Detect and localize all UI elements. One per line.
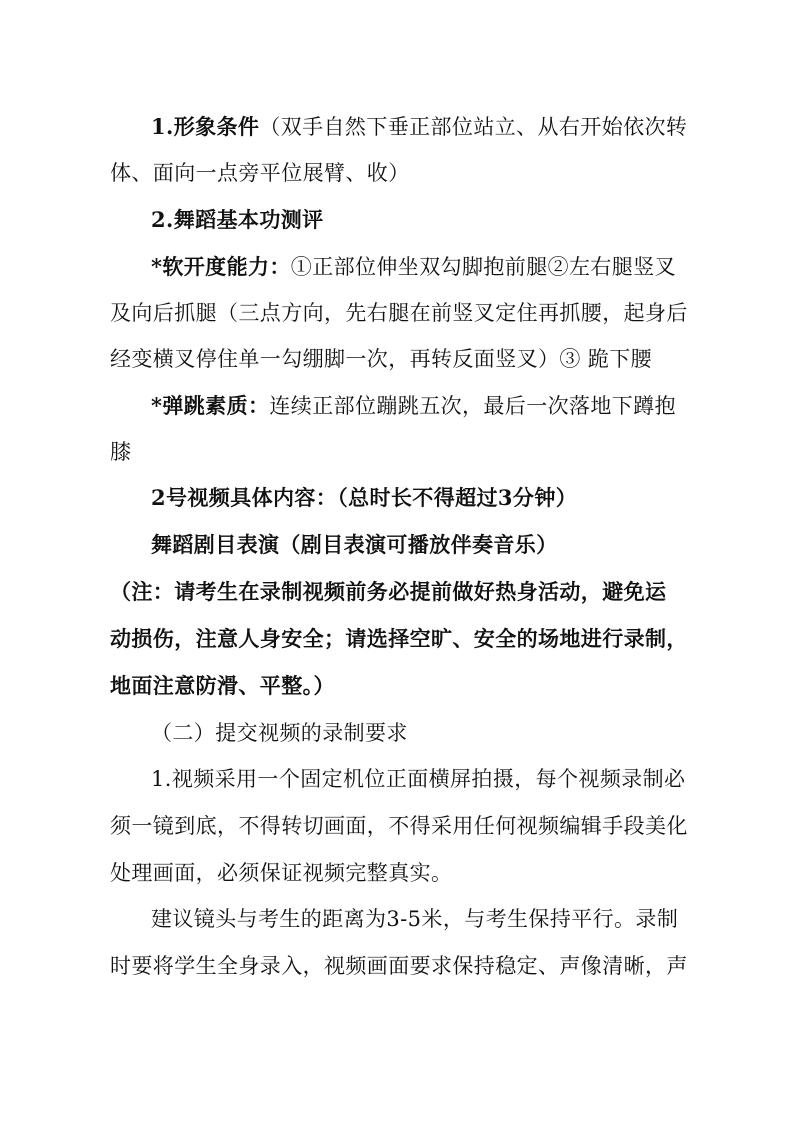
jump-line (151, 391, 676, 421)
soft-text-cont-2: 经变横叉停住单一勾绷脚一次，再转反面竖叉）③ 跪下腰 (110, 347, 653, 371)
req2-line-1: 建议镜头与考生的距离为3-5米，与考生保持平行。录制 (151, 907, 679, 931)
item1-text-cont: 体、面向一点旁平位展臂、收） (110, 161, 410, 185)
req1-line-1: 1.视频采用一个固定机位正面横屏拍摄，每个视频录制必 (151, 767, 686, 791)
item2-heading: 2.舞蹈基本功测评 (151, 207, 324, 232)
note-line-2: 动损伤，注意人身安全；请选择空旷、安全的场地进行录制， (110, 626, 688, 651)
req2-line-2: 时要将学生全身录入，视频画面要求保持稳定、声像清晰，声 (110, 954, 688, 978)
section2-heading: （二）提交视频的录制要求 (151, 721, 408, 745)
note-line-3: 地面注意防滑、平整。） (110, 673, 335, 698)
soft-label: *软开度能力： (151, 254, 291, 279)
item1-label: 1.形象条件 (151, 114, 260, 139)
program-line: 舞蹈剧目表演（剧目表演可播放伴奏音乐） (151, 532, 558, 557)
soft-line (151, 252, 676, 282)
jump-text-cont: 膝 (110, 440, 132, 464)
soft-text: ①正部位伸坐双勾脚抱前腿②左右腿竖叉 (290, 255, 676, 279)
jump-text: 连续正部位蹦跳五次，最后一次落地下蹲抱 (269, 394, 676, 418)
video2-heading: 2号视频具体内容：（总时长不得超过3分钟） (151, 485, 578, 510)
req1-line-3: 处理画面，必须保证视频完整真实。 (110, 861, 453, 885)
req1-line-2: 须一镜到底，不得转切画面，不得采用任何视频编辑手段美化 (110, 814, 688, 838)
note-line-1: （注：请考生在录制视频前务必提前做好热身活动，避免运 (110, 579, 667, 604)
soft-text-cont-1: 及向后抓腿（三点方向，先右腿在前竖叉定住再抓腰，起身后 (110, 301, 688, 325)
item1-text: （双手自然下垂正部位站立、从右开始依次转 (259, 115, 688, 139)
item1-line (151, 112, 687, 142)
jump-label: *弹跳素质： (151, 393, 270, 418)
